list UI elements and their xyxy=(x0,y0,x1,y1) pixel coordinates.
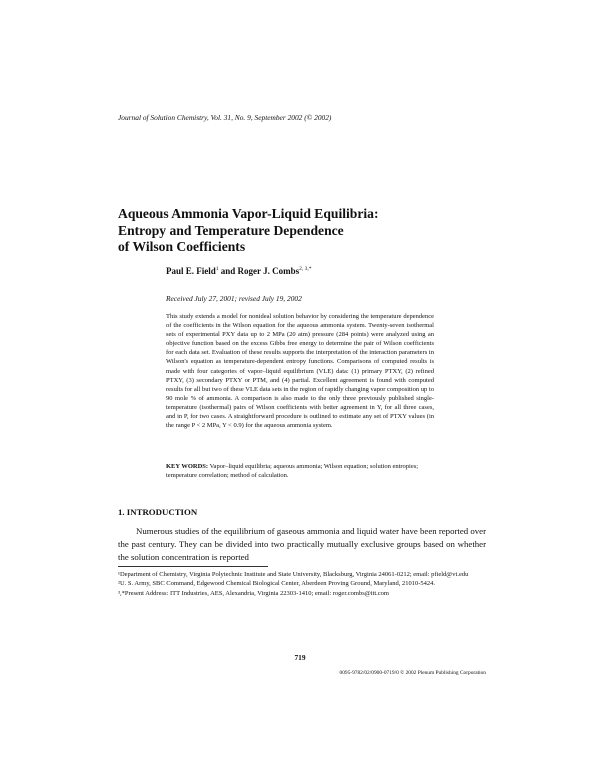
author-1-affiliation: 1 xyxy=(215,266,219,272)
keywords-text: Vapor–liquid equilibria; aqueous ammonia; Wilson equation; solution entropies; temperature correlation; method of calculation. xyxy=(166,463,419,480)
title-line-2: Entropy and Temperature Dependence xyxy=(118,222,344,238)
section-heading: 1. INTRODUCTION xyxy=(118,507,198,517)
keywords-label: KEY WORDS: xyxy=(166,463,209,470)
introduction-body xyxy=(118,525,486,564)
footnote-rule xyxy=(118,566,268,567)
author-2: Roger J. Combs xyxy=(237,266,300,276)
author-conjunction: and xyxy=(218,266,238,276)
title-line-3: of Wilson Coefficients xyxy=(118,239,246,254)
paper-title xyxy=(118,206,379,256)
received-dates: Received July 27, 2001; revised July 19, 2002 xyxy=(166,294,302,303)
page-number: 719 xyxy=(294,653,306,662)
title-line-1: Aqueous Ammonia Vapor-Liquid Equilibria: xyxy=(118,206,379,221)
intro-paragraph: Numerous studies of the equilibrium of gaseous ammonia and liquid water have been reported over the past century. They can be divided into two practically mutually exclusive groups based on whether the solution concentration is reported xyxy=(118,526,486,562)
journal-citation: Journal of Solution Chemistry, Vol. 31, No. 9, September 2002 (© 2002) xyxy=(118,113,332,122)
abstract: This study extends a model for nonideal solution behavior by considering the temperature dependence of the coefficients in the Wilson equation for the aqueous ammonia system. Twenty-seven isothermal sets of experimental PXY data up to 2 MPa (20 atm) pressure (284 points) were analyzed using an objective function based on the excess Gibbs free energy to determine the pair of Wilson coefficients for each data set. Evaluation of these results supports the interpretation of the interaction parameters in Wilson's equation as temperature-dependent entropy functions. Comparisons of computed results is made with four categories of vapor–liquid equilibrium (VLE) data: (1) primary PTXY, (2) refined PTXY, (3) secondary PTXY or PTM, and (4) partial. Excellent agreement is found with computed results for all but two of these VLE data sets in the region of rapidly changing vapor composition up to 90 mole % of ammonia. A comparison is also made to the only three previously published single-temperature (isothermal) pairs of Wilson coefficients with better agreement in Y, for all three cases, and in P, for two cases. A straightforward procedure is outlined to estimate any set of PTXY values (in the range P < 2 MPa, Y < 0.9) for the aqueous ammonia system. xyxy=(166,313,434,430)
author-1: Paul E. Field xyxy=(166,266,216,276)
keywords xyxy=(166,462,434,480)
author-2-affiliation: 2, 3,* xyxy=(299,266,312,272)
footnote-3: ³,*Present Address: ITT Industries, AES, Alexandria, Virginia 22303-1410; email: roger.combs@itt.com xyxy=(118,589,389,597)
author-list xyxy=(166,266,312,276)
footnote-1: ¹Department of Chemistry, Virginia Polytechnic Institute and State University, Blacksburg, Virginia 24061-0212; email: pfield@vt.edu xyxy=(118,571,469,578)
footnote-2: ²U. S. Army, SBC Command, Edgewood Chemical Biological Center, Aberdeen Proving Ground, Maryland, 21010-5424. xyxy=(118,580,436,588)
copyright-line: 0095-9782/02/0900-0719/0 © 2002 Plenum Publishing Corporation xyxy=(339,670,486,676)
footnotes xyxy=(118,571,486,599)
